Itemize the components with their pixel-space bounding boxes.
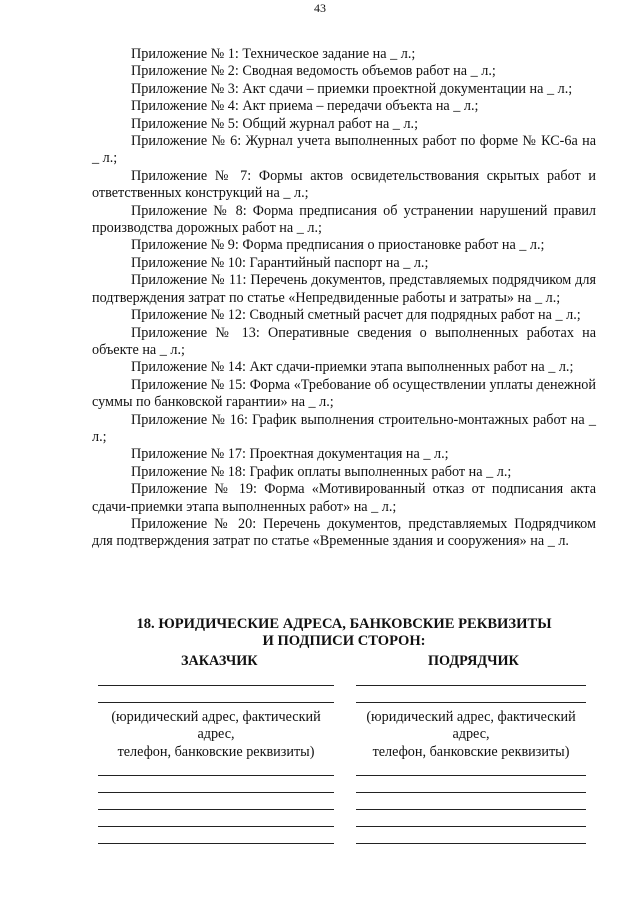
signature-line <box>98 702 334 703</box>
appendix-item: Приложение № 5: Общий журнал работ на _ л.; <box>131 115 419 132</box>
signature-line <box>356 775 586 776</box>
section-title-line-1: 18. ЮРИДИЧЕСКИЕ АДРЕСА, БАНКОВСКИЕ РЕКВИЗИТЫ <box>136 616 552 632</box>
signature-line <box>98 826 334 827</box>
appendix-list <box>92 46 596 551</box>
signature-line <box>98 685 334 686</box>
appendix-item: Приложение № 19: Форма «Мотивированный отказ от подписания акта сдачи-приемки этапа выполненных работ» на _ л.; <box>92 481 596 515</box>
appendix-item: Приложение № 4: Акт приема – передачи объекта на _ л.; <box>131 98 479 115</box>
signature-line <box>356 843 586 844</box>
section-title <box>92 616 596 651</box>
appendix-item: Приложение № 16: График выполнения строительно-монтажных работ на _ л.; <box>92 411 596 445</box>
appendix-item: Приложение № 7: Формы актов освидетельствования скрытых работ и ответственных конструкций на _ л.; <box>92 167 596 202</box>
contractor-address-note: (юридический адрес, фактический адрес, телефон, банковские реквизиты) <box>366 709 576 760</box>
appendix-item: Приложение № 13: Оперативные сведения о выполненных работах на объекте на _ л.; <box>92 324 596 358</box>
appendix-item: Приложение № 18: График оплаты выполненных работ на _ л.; <box>131 463 512 480</box>
appendix-item: Приложение № 8: Форма предписания об устранении нарушений правил производства дорожных работ на _ л.; <box>92 202 596 237</box>
appendix-item: Приложение № 17: Проектная документация на _ л.; <box>131 446 449 463</box>
signature-line <box>356 685 586 686</box>
appendix-item: Приложение № 12: Сводный сметный расчет для подрядных работ на _ л.; <box>131 307 581 324</box>
customer-heading: ЗАКАЗЧИК <box>181 653 258 669</box>
signature-line <box>356 809 586 810</box>
contractor-requisites-block <box>356 685 586 844</box>
page-number: 43 <box>314 1 326 15</box>
section-title-line-2: И ПОДПИСИ СТОРОН: <box>262 633 426 650</box>
customer-requisites-block <box>98 685 334 844</box>
signature-line <box>98 843 334 844</box>
appendix-item: Приложение № 9: Форма предписания о приостановке работ на _ л.; <box>131 237 545 254</box>
appendix-item: Приложение № 11: Перечень документов, представляемых подрядчиком для подтверждения затрат по статье «Непредвиденные работы и затраты» на _ л.; <box>92 272 596 306</box>
customer-address-note: (юридический адрес, фактический адрес, телефон, банковские реквизиты) <box>111 709 321 760</box>
contractor-heading: ПОДРЯДЧИК <box>428 653 519 669</box>
signature-line <box>356 792 586 793</box>
appendix-item: Приложение № 6: Журнал учета выполненных работ по форме № КС-6а на _ л.; <box>92 133 596 167</box>
appendix-item: Приложение № 15: Форма «Требование об осуществлении уплаты денежной суммы по банковской гарантии» на _ л.; <box>92 376 596 411</box>
appendix-item: Приложение № 20: Перечень документов, представляемых Подрядчиком для подтверждения затрат по статье «Временные здания и сооружения» на _ л. <box>92 515 596 550</box>
appendix-item: Приложение № 10: Гарантийный паспорт на _ л.; <box>131 254 429 271</box>
signature-line <box>98 792 334 793</box>
signature-line <box>98 809 334 810</box>
signature-line <box>356 702 586 703</box>
appendix-item: Приложение № 14: Акт сдачи-приемки этапа выполненных работ на _ л.; <box>131 359 574 376</box>
appendix-item: Приложение № 1: Техническое задание на _ л.; <box>131 46 416 62</box>
signature-line <box>98 775 334 776</box>
appendix-item: Приложение № 3: Акт сдачи – приемки проектной документации на _ л.; <box>131 80 573 97</box>
appendix-item: Приложение № 2: Сводная ведомость объемов работ на _ л.; <box>131 63 496 80</box>
signature-line <box>356 826 586 827</box>
